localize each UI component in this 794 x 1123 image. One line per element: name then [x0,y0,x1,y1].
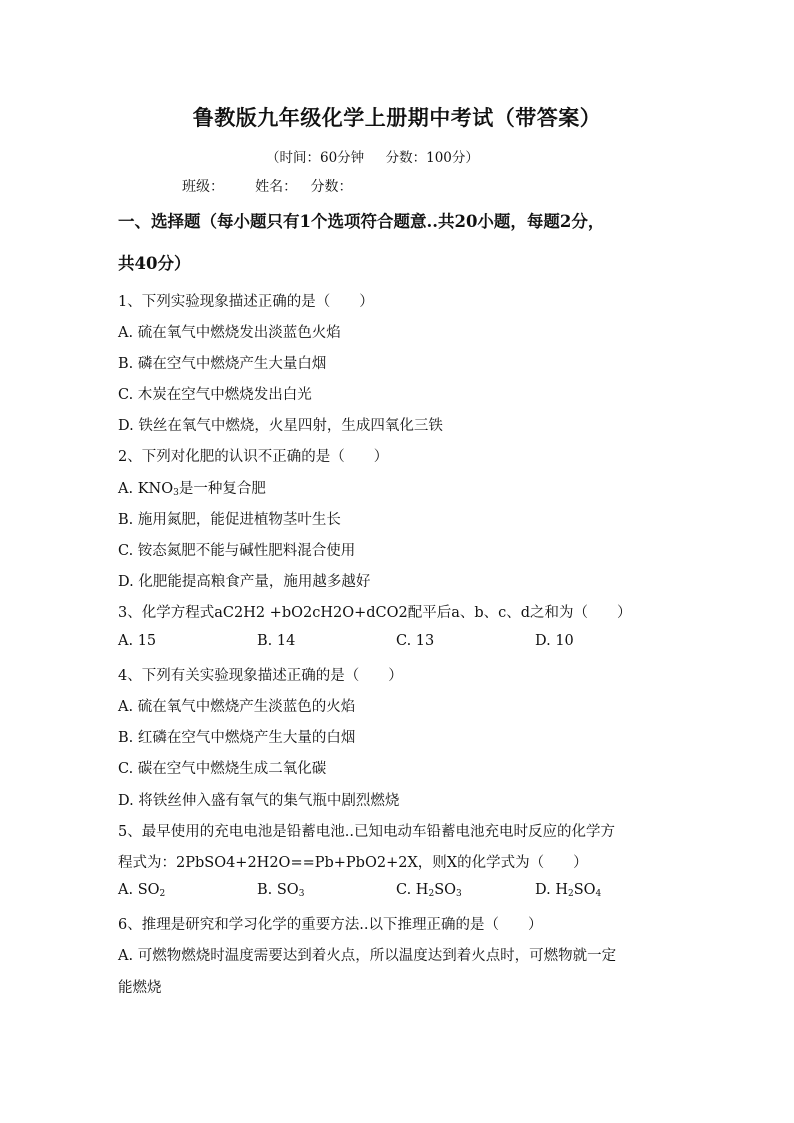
exam-time-score: （时间：60分钟 分数：100分） [266,150,479,166]
section-heading-line2: 共40分） [118,254,191,273]
question-1-option-a: A. 硫在氧气中燃烧发出淡蓝色火焰 [118,325,341,341]
question-4-option-a: A. 硫在氧气中燃烧产生淡蓝色的火焰 [118,699,356,715]
student-info-line: 班级： 姓名： 分数： [182,179,353,195]
question-4-stem: 4、下列有关实验现象描述正确的是（ ） [118,668,403,684]
question-6-option-a-line2: 能燃烧 [118,980,162,996]
question-5-stem-line1: 5、最早使用的充电电池是铅蓄电池..已知电动车铅蓄电池充电时反应的化学方 [118,824,615,840]
question-1-option-d: D. 铁丝在氧气中燃烧，火星四射，生成四氧化三铁 [118,418,443,434]
question-3-option-a: A. 15 [118,633,157,649]
question-5-option-c: C. $H_2SO_3$ [396,882,462,899]
question-2-option-b: B. 施用氮肥，能促进植物茎叶生长 [118,512,341,528]
question-2-stem: 2、下列对化肥的认识不正确的是（ ） [118,449,389,465]
question-3-option-b: B. 14 [257,633,296,649]
section-heading-line1: 一、选择题（每小题只有1个选项符合题意..共20小题，每题2分， [118,212,605,231]
question-5-stem-line2: 程式为：2PbSO4+2H2O==Pb+PbO2+2X，则X的化学式为（ ） [118,855,588,871]
question-5-option-a: A. $SO_2$ [118,882,166,899]
question-4-option-b: B. 红磷在空气中燃烧产生大量的白烟 [118,730,356,746]
question-1-option-c: C. 木炭在空气中燃烧发出白光 [118,387,312,403]
question-3-stem: 3、化学方程式aC2H2 +bO2cH2O+dCO2配平后a、b、c、d之和为（ ） [118,605,632,621]
question-5-option-d: D. $H_2SO_4$ [535,882,602,899]
page-title: 鲁教版九年级化学上册期中考试（带答案） [192,105,602,130]
question-4-option-d: D. 将铁丝伸入盛有氧气的集气瓶中剧烈燃烧 [118,793,400,809]
question-1-stem: 1、下列实验现象描述正确的是（ ） [118,294,374,310]
question-6-stem: 6、推理是研究和学习化学的重要方法..以下推理正确的是（ ） [118,917,543,933]
question-4-option-c: C. 碳在空气中燃烧生成二氧化碳 [118,761,327,777]
question-1-option-b: B. 磷在空气中燃烧产生大量白烟 [118,356,327,372]
question-2-option-d: D. 化肥能提高粮食产量，施用越多越好 [118,574,371,590]
question-2-option-c: C. 铵态氮肥不能与碱性肥料混合使用 [118,543,356,559]
question-3-option-c: C. 13 [396,633,435,649]
question-5-option-b: B. $SO_3$ [257,882,305,899]
question-2-option-a: A. $KNO_3$是一种复合肥 [118,481,266,498]
question-3-option-d: D. 10 [535,633,574,649]
question-6-option-a-line1: A. 可燃物燃烧时温度需要达到着火点，所以温度达到着火点时，可燃物就一定 [118,948,617,964]
